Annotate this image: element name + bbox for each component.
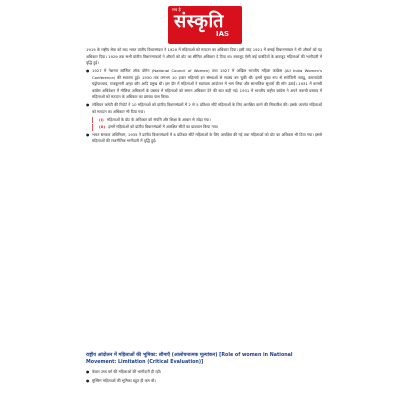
note-item xyxy=(92,117,322,124)
list-item xyxy=(86,377,322,384)
bullet-icon: ● xyxy=(86,102,90,107)
note-text: महिलाओं के वोट के अधिकार को संपत्ति और शिक्षा के आधार से जोड़ा गया। xyxy=(107,116,211,122)
list-item xyxy=(86,68,322,101)
section-heading: राष्ट्रीय आंदोलन में महिलाओं की भूमिका: सीमाएँ (आलोचनात्मक मूल्यांकन) [Role of women in National Movement: Limitation (Critical Evaluation)] xyxy=(86,353,293,365)
list-item xyxy=(86,368,322,375)
bullet-icon: ● xyxy=(86,68,90,73)
bullet-icon: ● xyxy=(86,131,90,137)
list-item-text: 1927 में नेशनल कॉसिल ऑफ वोमेन (National Council of Women) तथा 1927 में अखिल भारतीय महिला कांफ्रेंस (All India Women's Conference) की स्थापना हुई। 1930 तक लगभग 10 हजार महिलाएँ इन संस्थाओं से सदस्य बन चुकी थीं। इसमें मुख्य रूप से सरोजिनी नायडू, कमलादेवी चट्टोपाध्याय, राजकुमारी अमृत कौर आदि प्रमुख थीं। इस दौर में महिलाओं ने स्वतंत्रता आंदोलन में भाग लिया और सामाजिक सुधारों की माँग उठाई। 1931 में कराची कांग्रेस अधिवेशन में मौलिक अधिकारों के प्रस्ताव में महिलाओं को समान अधिकार देने की बात कही गई। 1931 में भारतीय राष्ट्रीय कांग्रेस ने अपने कराची प्रस्ताव में महिलाओं को मतदान के अधिकार का प्रस्ताव पास किया। xyxy=(92,68,322,99)
list-item-text: लोथियन कमेटी की रिपोर्ट ने 10 महिलाओं को प्रांतीय विधानमंडलों में 2 से 5 प्रतिशत सीटें महिलाओं के लिए आरक्षित करने की सिफारिश की। इसके अंतर्गत महिलाओं को मतदान का अधिकार भी दिया गया। xyxy=(92,102,322,114)
document-body xyxy=(86,47,322,146)
list-item-text: मुस्लिम महिलाओं की भूमिका बहुत ही कम थी। xyxy=(92,377,156,383)
bullet-icon: ● xyxy=(86,377,90,383)
limitations-list xyxy=(86,368,322,385)
note-numeral: (i) xyxy=(99,116,104,122)
bullet-icon: ● xyxy=(86,369,90,374)
note-item xyxy=(92,124,322,131)
note-text: इसमें महिलाओं को प्रांतीय विधानमंडलों में आरक्षित सीटों का प्रावधान किया गया। xyxy=(108,124,219,129)
logo-tagline: सच है xyxy=(172,7,181,12)
bullet-list xyxy=(86,68,322,115)
intro-paragraph: 1919 के राष्ट्रीय सेवा को बाद भारत प्रांतीय विधानमंडल ने 1920 में महिलाओं को मतदान का अधिकार दिया। इसी तरह 1921 में बम्बई विधानमण्डल ने भी औरतों को यह अधिकार दिया। 1929 तक सभी प्रांतीय विधानमण्डलों ने औरतों को वोट का सीमित अधिकार दे दिया था। बाबजूद ऐसी कई पाबंदियों के बावजूद महिलाओं की भागीदारी में वृद्धि हुई। xyxy=(86,47,322,65)
list-item xyxy=(86,102,322,115)
list-item-text: केवल उच्च वर्ग की महिलाओं की भागीदारी ही रही। xyxy=(92,369,162,374)
note-numeral: (ii) xyxy=(99,124,106,129)
bullet-list xyxy=(86,132,322,145)
logo-sub-text: IAS xyxy=(216,30,230,38)
sanskriti-ias-logo xyxy=(168,6,242,44)
list-item xyxy=(86,132,322,145)
list-item-text: भारत सरकार अधिनियम, 1935 ने प्रांतीय विधानमंडलों में 6 प्रतिशत सीटें महिलाओं के लिए आरक्षित की गई तथा महिलाओं को वोट का अधिकार भी दिया गया। इससे महिलाओं की राजनीतिक भागीदारी में वृद्धि हुई। xyxy=(92,131,322,143)
logo-main-text: संस्कृति xyxy=(174,11,224,32)
